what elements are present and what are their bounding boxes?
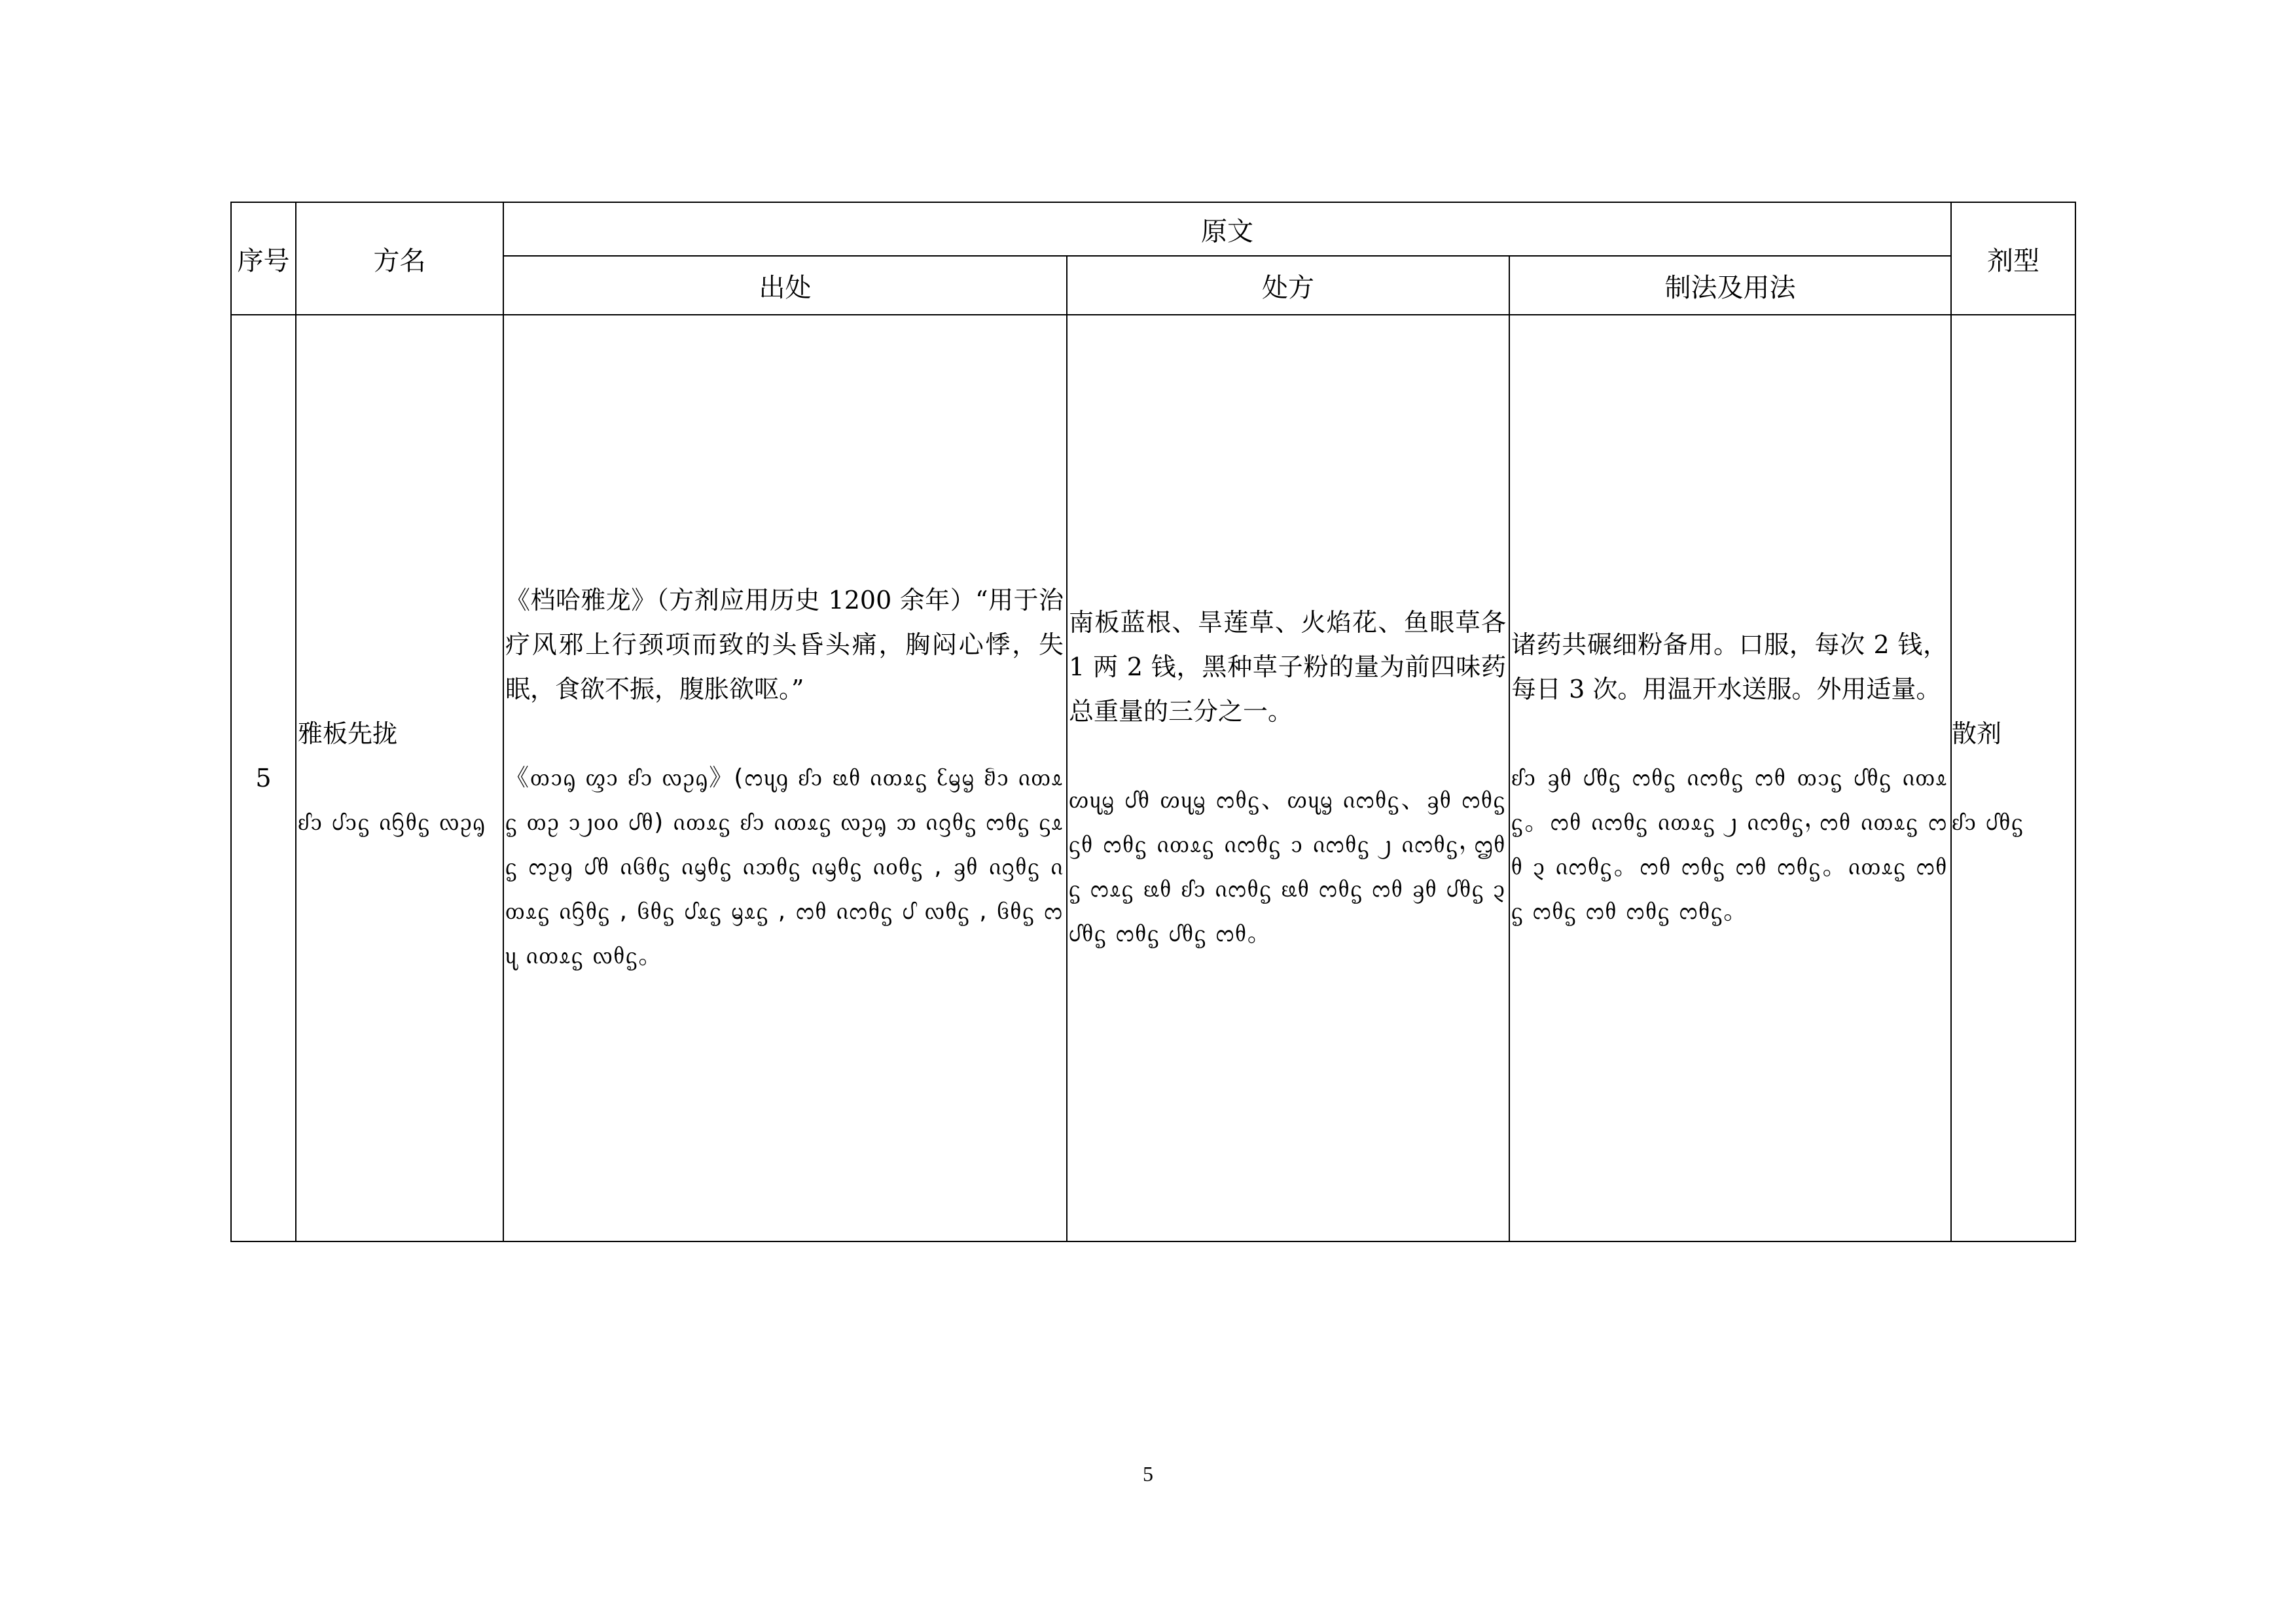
name-tai: ᦊᦱ ᦔᦱᧃ ᦵᦌᦲᧃ ᦟᦳᧂ (298, 809, 486, 836)
page-number: 5 (1143, 1462, 1153, 1486)
row-seq-cell (231, 315, 296, 1241)
source-chinese: 《档哈雅龙》（方剂应用历史 1200 余年）“用于治疗风邪上行颈项而致的头昏头痛，胸闷心悸，失眠，食欲不振，腹胀欲呕。” (505, 586, 1064, 704)
header-form: 剂型 (1951, 202, 2075, 315)
source-tai: 《ᦎᦱᧂ ᦐᦱ ᦊᦱ ᦟᦳᧂ》(ᦂᦴᧁ ᦊᦱ ᦕᦲ ᦵᦎᦸᧃ ᦷᦙᧄ ᦚᦱ ᦵᦎᦸᧃ ᦎᦳ ᧑᧒᧐᧐ ᦔᦲ) ᦵᦎᦸᧃ ᦊᦱ ᦵᦎᦸᧃ ᦟᦳᧂ ᦘ ᦵᦋᦲᧃ ᦂᦲᧃ ᦓᦸᧃ ᦂᦳᧁ ᦔᦲ ᦵᦑᦲᧃ ᦵᦙᦲᧃ ᦵᦘᦲᧃ ᦵᦙᦲᧃ ᦵᦞᦲᧃ , ᦃᦲ ᦵᦋᦲᧃ ᦵᦎᦸᧃ ᦵᦌᦲᧃ , ᦑᦲᧃ ᦔᦸᧃ ᦙᦸᧃ , ᦂᦲ ᦵᦂᦲᧃ ᦔ ᦟᦲᧃ , ᦑᦲᧃ ᦂᦴ ᦵᦎᦸᧃ ᦟᦲᧃ。 (505, 764, 1064, 969)
row-form-cell (1951, 315, 2075, 1241)
prescription-chinese: 南板蓝根、旱莲草、火焰花、鱼眼草各 1 两 2 钱，黑种草子粉的量为前四味药总重量的三分之一。 (1069, 608, 1506, 726)
header-prescription: 处方 (1067, 256, 1509, 315)
header-seq: 序号 (231, 202, 296, 315)
header-method: 制法及用法 (1509, 256, 1951, 315)
row-method-cell (1509, 315, 1951, 1241)
row-prescription-cell (1067, 315, 1509, 1241)
name-chinese: 雅板先拢 (298, 719, 398, 748)
method-tai: ᦊᦱ ᦃᦲ ᦔᦲᧃ ᦂᦲᧃ ᦵᦂᦲᧃ ᦂᦲ ᦎᦱᧃ ᦔᦲᧃ ᦵᦎᦸᧃ。ᦂᦲ ᦵᦂᦲᧃ ᦵᦎᦸᧃ ᧒ ᦵᦂᦲᧃ，ᦂᦲ ᦵᦎᦸᧃ ᦂᦲ ᧓ ᦵᦂᦲᧃ。ᦂᦲ ᦂᦲᧃ ᦂᦲ ᦂᦲᧃ。ᦵᦎᦸᧃ ᦂᦲᧃ ᦂᦲᧃ ᦂᦲ ᦂᦲᧃ ᦂᦲᧃ。 (1511, 764, 1948, 925)
table-row (231, 315, 2075, 1241)
header-source: 出处 (503, 256, 1067, 315)
prescription-tai: ᦠᦴᧄ ᦔᦲ ᦠᦴᧄ ᦂᦲᧃ、ᦠᦴᧄ ᦵᦂᦲᧃ、ᦃᦲ ᦂᦲᧃ ᦓᦲ ᦂᦲᧃ ᦵᦎᦸᧃ ᦵᦂᦲᧃ ᧑ ᦵᦂᦲᧃ ᧒ ᦵᦂᦲᧃ，ᦗᦲᧃ ᦂᦸᧃ ᦕᦲ ᦊᦱ ᦵᦂᦲᧃ ᦕᦲ ᦂᦲᧃ ᦂᦲ ᦃᦲ ᦔᦲᧃ ᧓ ᦔᦲᧃ ᦂᦲᧃ ᦔᦲᧃ ᦂᦲ。 (1069, 787, 1506, 947)
form-chinese: 散剂 (1952, 719, 2002, 748)
form-tai: ᦊᦱ ᦔᦲᧃ (1952, 809, 2024, 836)
header-original: 原文 (503, 202, 1951, 256)
row-name-cell (296, 315, 503, 1241)
method-chinese: 诸药共碾细粉备用。口服，每次 2 钱，每日 3 次。用温开水送服。外用适量。 (1511, 630, 1948, 704)
header-name: 方名 (296, 202, 503, 315)
row-seq: 5 (255, 764, 272, 793)
prescription-table (230, 202, 2076, 1242)
row-source-cell (503, 315, 1067, 1241)
